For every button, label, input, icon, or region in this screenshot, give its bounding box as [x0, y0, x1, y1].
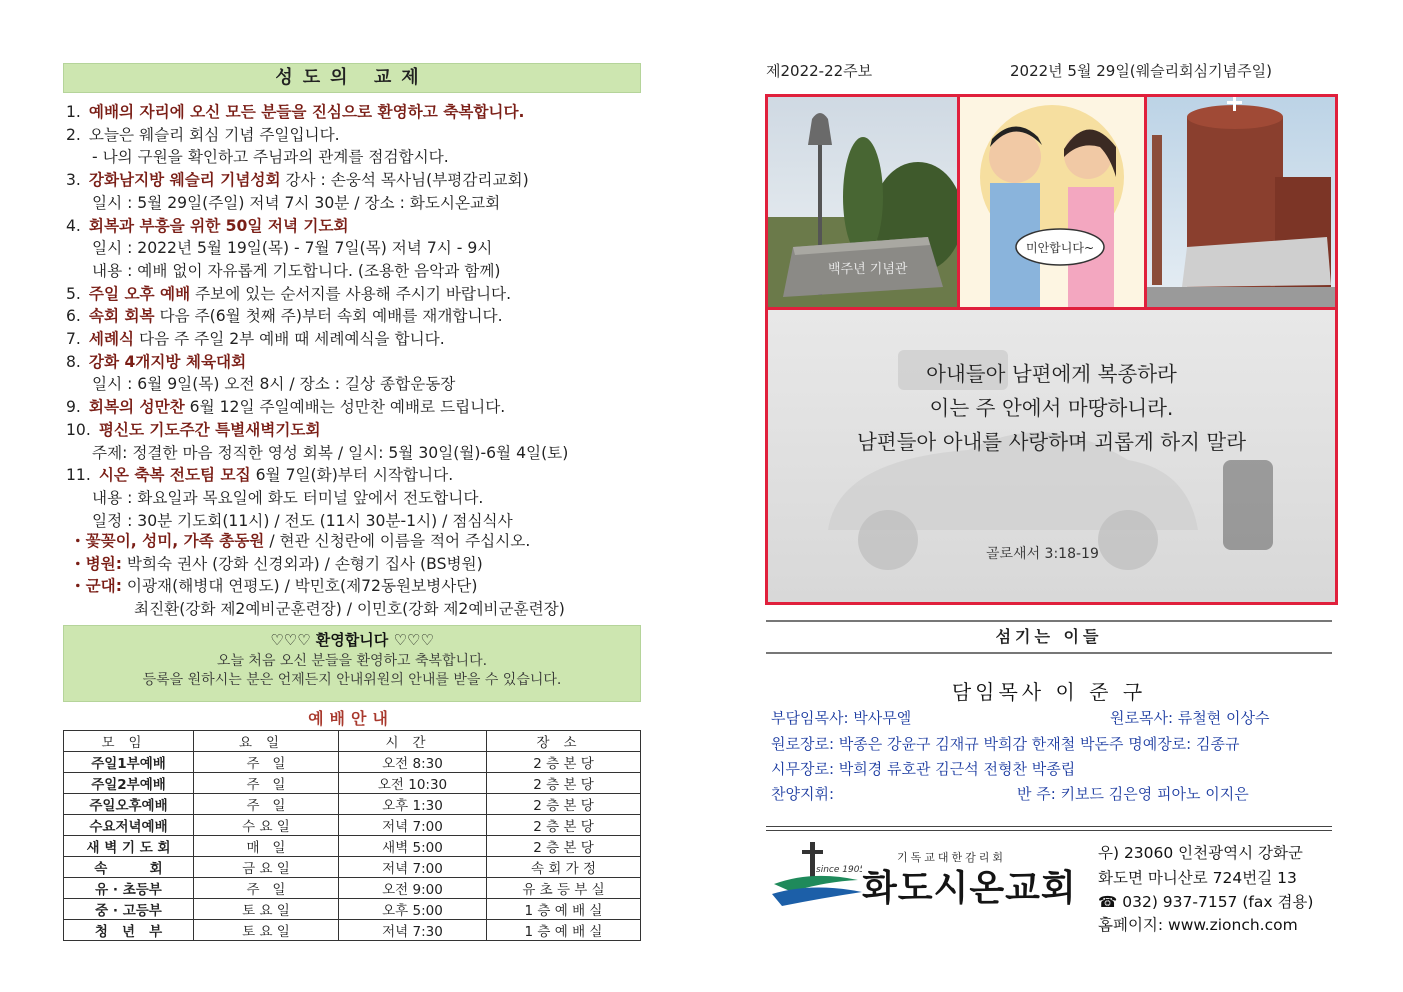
table-cell: 수 요 일: [194, 815, 339, 836]
table-cell: 오후 1:30: [339, 794, 487, 815]
news-highlight: 회복의 성만찬: [88, 398, 185, 417]
couple-cartoon-icon: [960, 97, 1144, 307]
table-cell: 주일1부예배: [64, 752, 194, 773]
table-cell: 유 · 초등부: [64, 878, 194, 899]
news-detail: 일시 : 6월 9일(목) 오전 8시 / 장소 : 길상 종합운동장: [92, 375, 456, 394]
table-cell: 수요저녁예배: [64, 815, 194, 836]
news-item: [66, 260, 646, 283]
news-detail: 내용 : 예배 없이 자유롭게 기도합니다. (조용한 음악과 함께): [92, 261, 501, 280]
news-item: [66, 305, 646, 328]
prayer-text: 이광재(해병대 연평도) / 박민호(제72동원보병사단): [121, 577, 478, 596]
news-detail: 일시 : 5월 29일(주일) 저녁 7시 30분 / 장소 : 화도시온교회: [92, 193, 501, 212]
senior-pastor: 담임목사 이 준 구: [951, 680, 1147, 704]
table-cell: 새 벽 기 도 회: [64, 836, 194, 857]
table-cell: 유 초 등 부 실: [487, 878, 641, 899]
address-line-2: 화도면 마니산로 724번길 13: [1098, 869, 1297, 887]
homepage-line: 홈페이지: www.zionch.com: [1098, 916, 1298, 934]
table-header-cell: 장소: [487, 731, 641, 752]
table-cell: 중 · 고등부: [64, 899, 194, 920]
welcome-box: [63, 625, 641, 702]
news-number: 2.: [66, 125, 81, 144]
table-row: [64, 836, 641, 857]
news-item: [66, 464, 646, 487]
table-cell: 오후 5:00: [339, 899, 487, 920]
prayer-text: 최진환(강화 제2예비군훈련장) / 이민호(강화 제2예비군훈련장): [134, 600, 565, 619]
news-highlight: 강화 4개지방 체육대회: [88, 352, 247, 371]
news-detail: 내용 : 화요일과 목요일에 화도 터미널 앞에서 전도합니다.: [92, 488, 484, 507]
news-item: [66, 237, 646, 260]
table-cell: 금 요 일: [194, 857, 339, 878]
worship-schedule-table: [63, 730, 641, 941]
bulletin-date: 2022년 5월 29일(웨슬리회심기념주일): [1010, 62, 1272, 80]
table-cell: 주 일: [194, 794, 339, 815]
table-cell: 저녁 7:30: [339, 920, 487, 941]
table-cell: 1 층 예 배 실: [487, 899, 641, 920]
news-detail: - 나의 구원을 확인하고 주님과의 관계를 점검합시다.: [92, 148, 449, 167]
news-item: [66, 283, 646, 306]
news-text: 다음 주(6월 첫째 주)부터 속회 예배를 재개합니다.: [154, 307, 503, 326]
prayer-item: [70, 598, 650, 621]
news-item: [66, 373, 646, 396]
news-item: [66, 328, 646, 351]
schedule-title: 예배안내: [308, 709, 394, 728]
table-header-cell: 요일: [194, 731, 339, 752]
news-item: [66, 146, 646, 169]
news-number: 9.: [66, 398, 81, 417]
prayer-text: / 현관 신청란에 이름을 적어 주십시오.: [264, 532, 531, 550]
verse-reference: 골로새서 3:18-19: [986, 546, 1099, 562]
table-header-row: [64, 731, 641, 752]
prayer-category: ・병원:: [70, 554, 122, 573]
monument-text: 백주년 기념관: [828, 262, 908, 277]
news-highlight: 예배의 자리에 오신 모든 분들을 진심으로 환영하고 축복합니다.: [88, 103, 525, 121]
prayer-category: ・꽃꽂이, 성미, 가족 총동원: [70, 532, 265, 550]
fellowship-title: 성도의 교제: [63, 63, 641, 93]
footer-divider: [766, 826, 1332, 831]
news-highlight: 평신도 기도주간 특별새벽기도회: [98, 420, 321, 439]
news-text: 6월 12일 주일예배는 성만찬 예배로 드립니다.: [184, 398, 506, 417]
emeritus-elders: 원로장로: 박종은 강윤구 김재규 박희감 한재철 박돈주 명예장로: 김종규: [771, 735, 1240, 753]
welcome-title: ♡♡♡ 환영합니다 ♡♡♡: [270, 631, 434, 649]
table-cell: 저녁 7:00: [339, 815, 487, 836]
welcome-line-2: 등록을 원하시는 분은 언제든지 안내위원의 안내를 받을 수 있습니다.: [142, 672, 562, 688]
cover-image-frame: [765, 94, 1338, 605]
accompanists: 반 주: 키보드 김은영 피아노 이지은: [1017, 785, 1249, 803]
table-cell: 속 회 가 정: [487, 857, 641, 878]
emeritus-pastors: 원로목사: 류철현 이상수: [1110, 709, 1270, 727]
news-highlight: 강화남지방 웨슬리 기념성회: [88, 171, 281, 190]
table-cell: 1 층 예 배 실: [487, 920, 641, 941]
news-text: 오늘은 웨슬리 회심 기념 주일입니다.: [88, 125, 340, 144]
prayer-item: [70, 575, 650, 598]
table-cell: 오전 10:30: [339, 773, 487, 794]
table-row: [64, 920, 641, 941]
table-row: [64, 773, 641, 794]
news-highlight: 시온 축복 전도팀 모집: [98, 466, 251, 485]
table-cell: 오전 9:00: [339, 878, 487, 899]
active-elders: 시무장로: 박희경 류호관 김근석 전형찬 박종립: [771, 760, 1076, 778]
news-number: 8.: [66, 352, 81, 371]
news-item: [66, 487, 646, 510]
table-cell: 2 층 본 당: [487, 773, 641, 794]
news-number: 11.: [66, 466, 91, 485]
news-text: 강사 : 손웅석 목사님(부평감리교회): [280, 171, 529, 190]
news-highlight: 주일 오후 예배: [88, 284, 191, 303]
staff-row-4: [771, 783, 1249, 804]
table-cell: 오전 8:30: [339, 752, 487, 773]
table-header-cell: 시간: [339, 731, 487, 752]
news-text: 주보에 있는 순서지를 사용해 주시기 바랍니다.: [190, 284, 512, 303]
news-number: 10.: [66, 420, 91, 439]
table-row: [64, 794, 641, 815]
news-text: 다음 주 주일 2부 예배 때 세례예식을 합니다.: [134, 330, 445, 349]
news-text: 6월 7일(화)부터 시작합니다.: [250, 466, 454, 485]
address-line-1: 우) 23060 인천광역시 강화군: [1098, 844, 1303, 862]
phone-line: ☎ 032) 937-7157 (fax 겸용): [1098, 893, 1314, 911]
table-cell: 주일2부예배: [64, 773, 194, 794]
prayer-text: 박희숙 권사 (강화 신경외과) / 손형기 집사 (BS병원): [121, 554, 483, 573]
table-row: [64, 857, 641, 878]
news-item: [66, 442, 646, 465]
news-number: 1.: [66, 103, 81, 121]
news-item: [66, 124, 646, 147]
news-highlight: 속회 회복: [88, 307, 155, 326]
verse-text: [768, 357, 1335, 459]
table-cell: 2 층 본 당: [487, 752, 641, 773]
verse-line-2: 이는 주 안에서 마땅하니라.: [929, 396, 1174, 420]
table-cell: 주일오후예배: [64, 794, 194, 815]
church-logo: [772, 840, 862, 910]
prayer-item: [70, 530, 650, 553]
table-cell: 저녁 7:00: [339, 857, 487, 878]
table-row: [64, 815, 641, 836]
since-text: since 1905: [816, 865, 862, 875]
cartoon-bubble: 미안합니다~: [1026, 241, 1095, 255]
verse-line-3: 남편들아 아내를 사랑하며 괴롭게 하지 말라: [856, 430, 1247, 454]
church-icon: [1147, 97, 1335, 307]
choir-director: 찬양지휘:: [771, 785, 835, 803]
news-item: [66, 215, 646, 238]
table-row: [64, 752, 641, 773]
news-number: 3.: [66, 171, 81, 190]
table-cell: 토 요 일: [194, 920, 339, 941]
news-item: [66, 169, 646, 192]
table-cell: 주 일: [194, 773, 339, 794]
news-item: [66, 510, 646, 533]
apology-cartoon: [960, 97, 1144, 307]
table-cell: 매 일: [194, 836, 339, 857]
denomination: 기독교대한감리회: [897, 851, 1007, 864]
associate-pastor: 부담임목사: 박사무엘: [771, 709, 912, 727]
verse-line-1: 아내들아 남편에게 복종하라: [926, 362, 1177, 386]
table-cell: 2 층 본 당: [487, 794, 641, 815]
table-row: [64, 878, 641, 899]
news-number: 4.: [66, 216, 81, 235]
news-item: [66, 351, 646, 374]
table-cell: 주 일: [194, 878, 339, 899]
church-name: 화도시온교회: [862, 868, 1077, 909]
issue-number: 제2022-22주보: [766, 62, 873, 80]
news-detail: 일시 : 2022년 5월 19일(목) - 7월 7일(목) 저녁 7시 - 9시: [92, 239, 493, 258]
news-number: 5.: [66, 284, 81, 303]
table-cell: 2 층 본 당: [487, 836, 641, 857]
news-item: [66, 101, 646, 124]
table-cell: 토 요 일: [194, 899, 339, 920]
prayer-item: [70, 553, 650, 576]
news-number: 7.: [66, 330, 81, 349]
cross-wave-icon: [772, 840, 862, 910]
table-cell: 주 일: [194, 752, 339, 773]
news-detail: 주제: 정결한 마음 정직한 영성 회복 / 일시: 5월 30일(월)-6월 4일(토): [92, 443, 569, 462]
church-building-photo: [1147, 97, 1335, 307]
prayer-category: ・군대:: [70, 577, 122, 596]
table-row: [64, 899, 641, 920]
staff-row-2: [771, 733, 1239, 754]
table-header-cell: 모임: [64, 731, 194, 752]
table-cell: 2 층 본 당: [487, 815, 641, 836]
prayer-list: [70, 530, 650, 621]
news-list: [66, 101, 646, 532]
table-cell: 새벽 5:00: [339, 836, 487, 857]
table-cell: 청 년 부: [64, 920, 194, 941]
news-item: [66, 192, 646, 215]
welcome-line-1: 오늘 처음 오신 분들을 환영하고 축복합니다.: [216, 653, 488, 669]
news-detail: 일정 : 30분 기도회(11시) / 전도 (11시 30분-1시) / 점심식사: [92, 511, 513, 530]
staff-row-1: [771, 707, 1270, 728]
staff-row-3: [771, 758, 1075, 779]
news-highlight: 세례식: [88, 330, 135, 349]
bell-monument-photo: [768, 97, 957, 307]
news-highlight: 회복과 부흥을 위한 50일 저녁 기도회: [88, 216, 349, 235]
bell-tower-icon: [768, 97, 957, 307]
news-item: [66, 419, 646, 442]
news-item: [66, 396, 646, 419]
table-cell: 속 회: [64, 857, 194, 878]
servants-title: 섬기는 이들: [766, 620, 1332, 654]
news-number: 6.: [66, 307, 81, 326]
